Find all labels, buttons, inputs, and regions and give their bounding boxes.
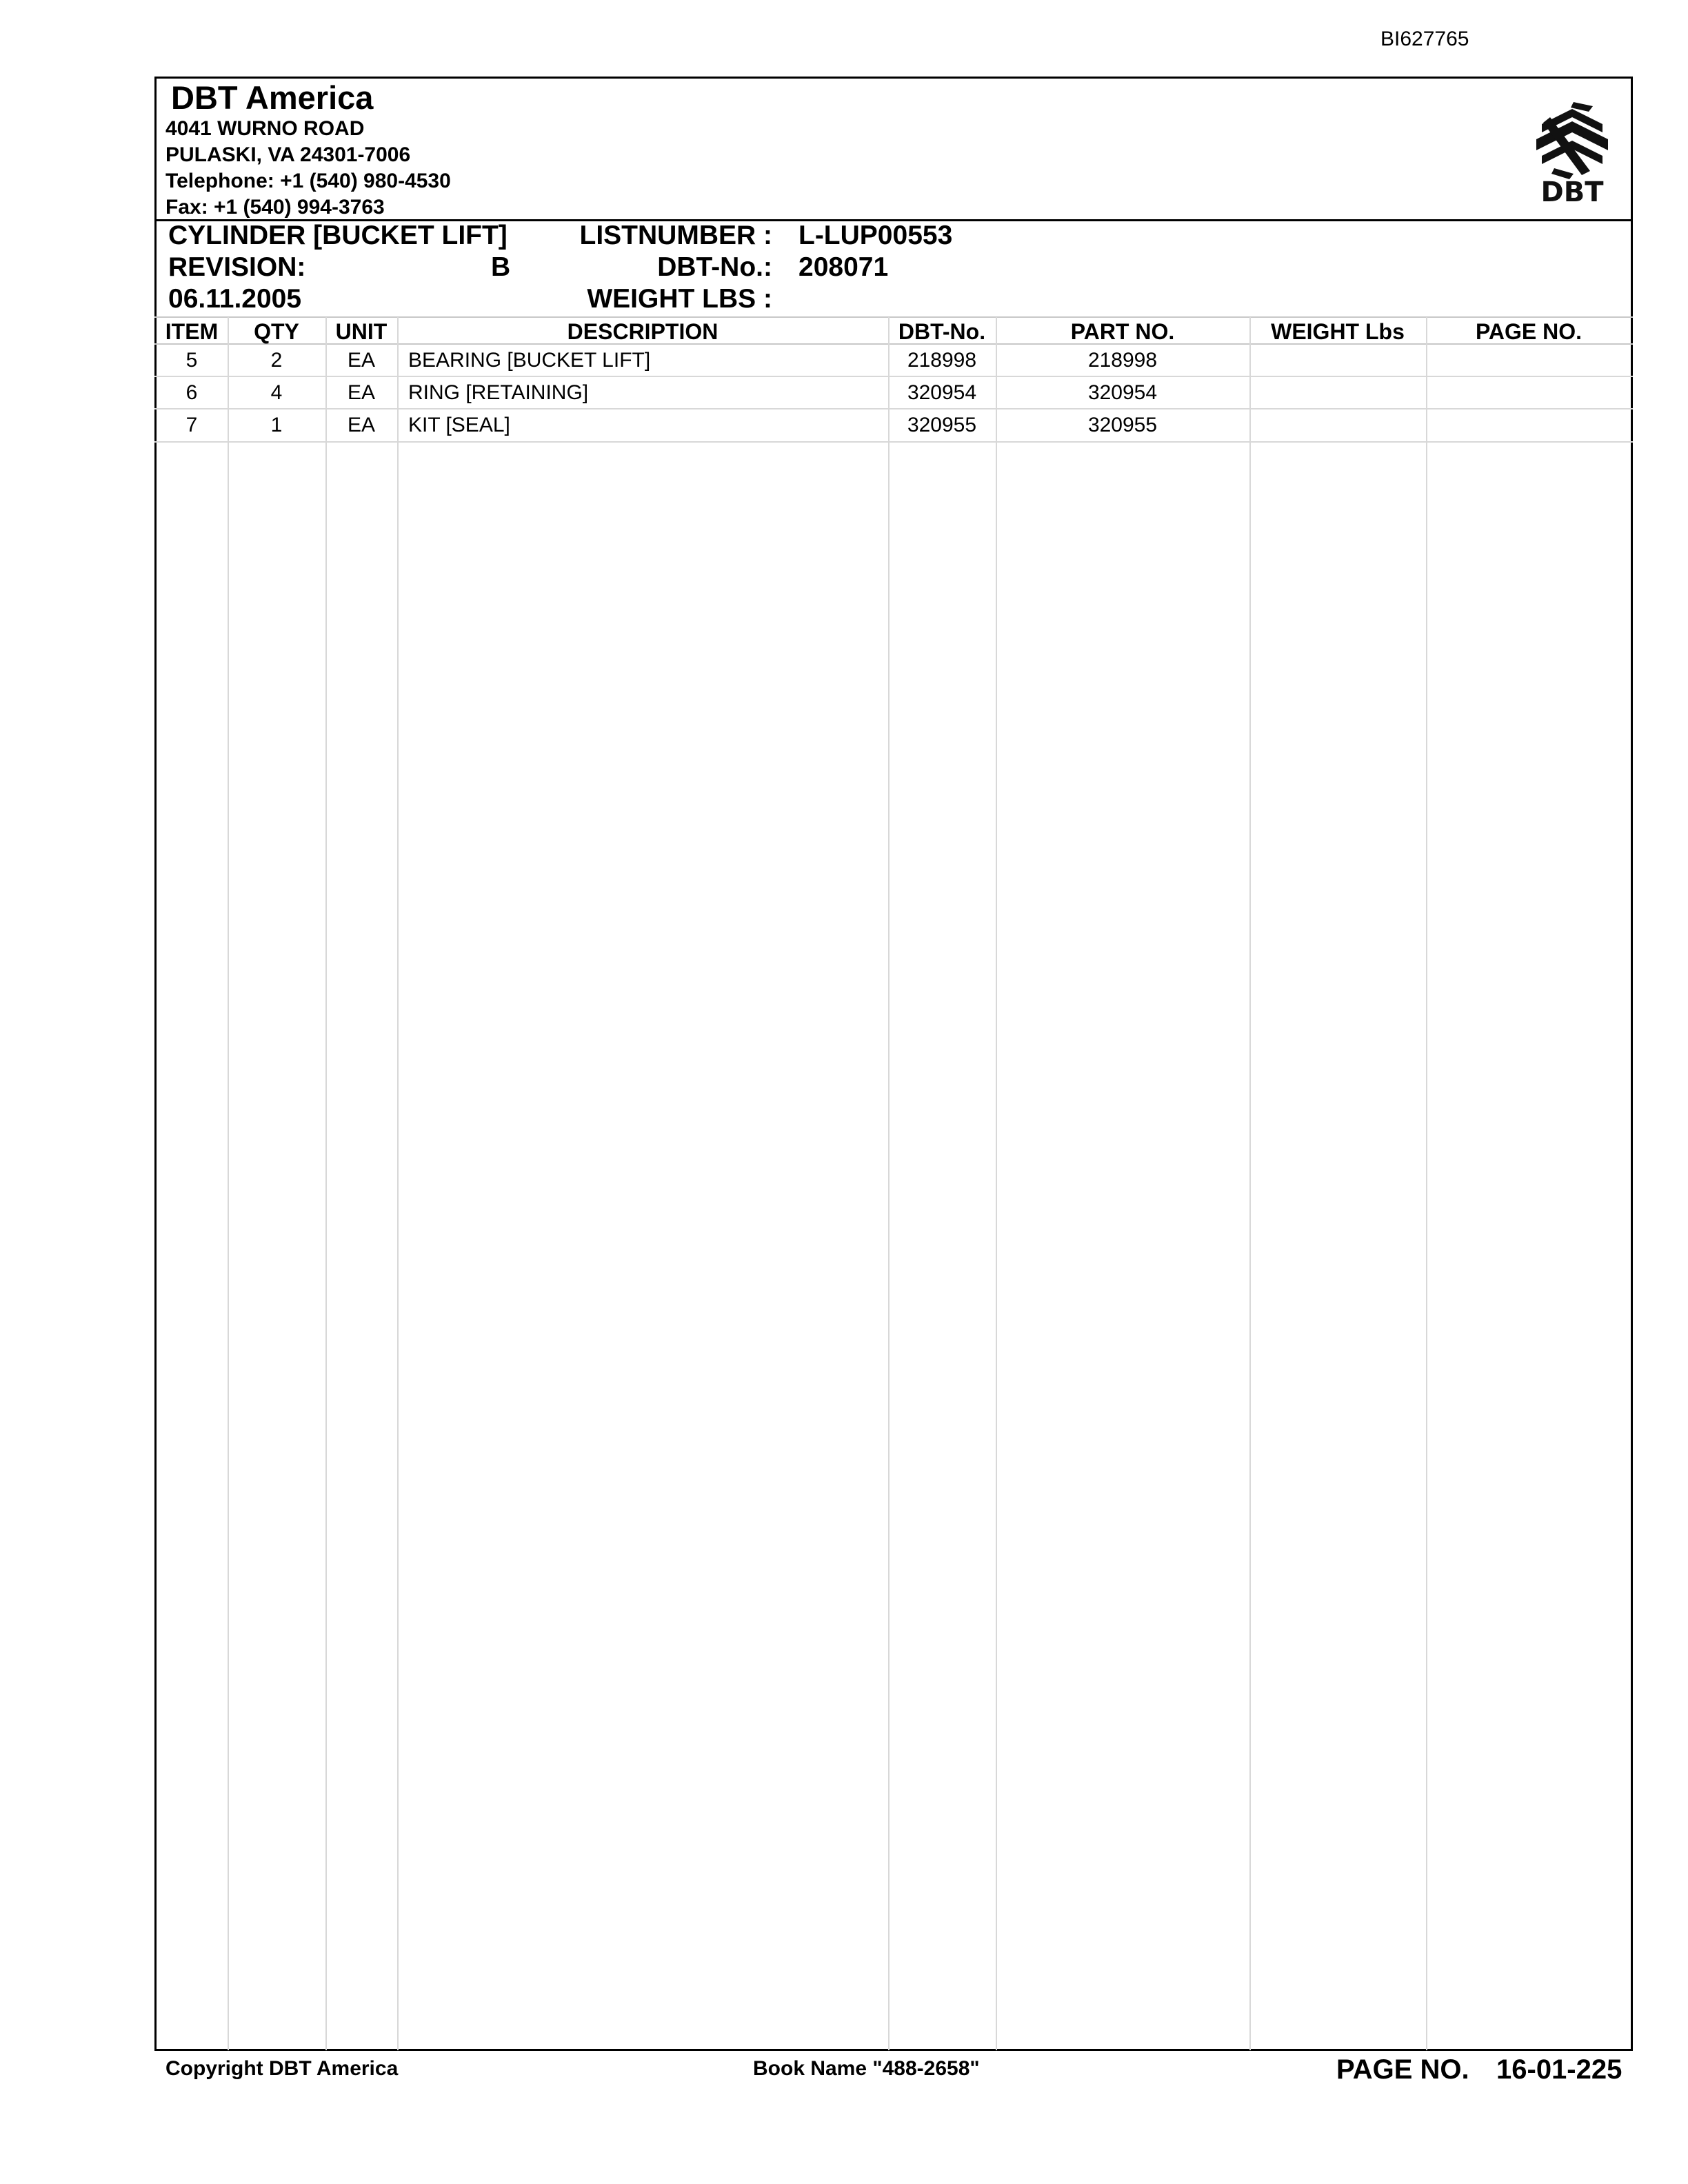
- table-cell-qty: 2: [270, 349, 283, 372]
- column-divider: [996, 317, 997, 2050]
- table-cell-item: 5: [185, 349, 198, 372]
- table-cell-dbt-no: 218998: [907, 349, 977, 372]
- table-cell-description: KIT [SEAL]: [408, 414, 510, 436]
- column-divider: [1249, 317, 1251, 2050]
- column-header-page-no: PAGE NO.: [1475, 319, 1582, 344]
- company-fax: Fax: +1 (540) 994-3763: [165, 196, 385, 219]
- company-address-line1: 4041 WURNO ROAD: [165, 117, 365, 140]
- table-cell-unit: EA: [347, 414, 376, 436]
- weight-label: WEIGHT LBS :: [587, 284, 772, 314]
- footer-copyright: Copyright DBT America: [165, 2057, 399, 2080]
- footer-page-value: 16-01-225: [1496, 2054, 1622, 2085]
- listnumber-value: L-LUP00553: [798, 221, 953, 250]
- document-id: BI627765: [1380, 28, 1469, 50]
- listnumber-label: LISTNUMBER :: [579, 221, 772, 250]
- column-header-dbt-no: DBT-No.: [898, 319, 986, 344]
- company-telephone: Telephone: +1 (540) 980-4530: [165, 170, 451, 192]
- table-cell-unit: EA: [347, 381, 376, 404]
- footer-book-name: Book Name "488-2658": [753, 2057, 980, 2080]
- table-cell-part-no: 218998: [1087, 349, 1158, 372]
- company-address-line2: PULASKI, VA 24301-7006: [165, 143, 411, 166]
- table-cell-part-no: 320955: [1087, 414, 1158, 436]
- table-cell-description: RING [RETAINING]: [408, 381, 589, 404]
- column-header-qty: QTY: [254, 319, 299, 344]
- table-cell-unit: EA: [347, 349, 376, 372]
- table-cell-description: BEARING [BUCKET LIFT]: [408, 349, 651, 372]
- list-title: CYLINDER [BUCKET LIFT]: [168, 221, 508, 250]
- table-cell-item: 7: [185, 414, 198, 436]
- column-header-weight: WEIGHT Lbs: [1271, 319, 1405, 344]
- footer-page-label: PAGE NO.: [1336, 2054, 1469, 2085]
- list-date: 06.11.2005: [168, 284, 302, 314]
- table-cell-weight: [1249, 377, 1426, 409]
- column-divider: [888, 317, 890, 2050]
- dbt-logo-icon: [1529, 97, 1615, 207]
- table-cell-dbt-no: 320955: [907, 414, 977, 436]
- table-top-rule: [154, 316, 1633, 318]
- column-header-item: ITEM: [165, 319, 219, 344]
- dbtno-label: DBT-No.:: [657, 252, 772, 282]
- column-header-part-no: PART NO.: [1070, 319, 1175, 344]
- dbtno-value: 208071: [798, 252, 889, 282]
- column-divider: [1426, 317, 1427, 2050]
- table-cell-page-no: [1426, 410, 1631, 441]
- table-cell-weight: [1249, 345, 1426, 376]
- row-rule: [154, 441, 1633, 443]
- company-name: DBT America: [171, 79, 374, 116]
- revision-value: B: [491, 252, 511, 282]
- column-divider: [228, 317, 229, 2050]
- logo-text: DBT: [1540, 176, 1604, 207]
- table-cell-item: 6: [185, 381, 198, 404]
- column-header-unit: UNIT: [335, 319, 388, 344]
- column-divider: [325, 317, 327, 2050]
- table-cell-page-no: [1426, 377, 1631, 409]
- table-cell-weight: [1249, 410, 1426, 441]
- table-cell-page-no: [1426, 345, 1631, 376]
- table-cell-qty: 1: [270, 414, 283, 436]
- column-header-description: DESCRIPTION: [567, 319, 719, 344]
- revision-label: REVISION:: [168, 252, 306, 282]
- table-cell-dbt-no: 320954: [907, 381, 977, 404]
- table-cell-part-no: 320954: [1087, 381, 1158, 404]
- column-divider: [397, 317, 399, 2050]
- table-cell-qty: 4: [270, 381, 283, 404]
